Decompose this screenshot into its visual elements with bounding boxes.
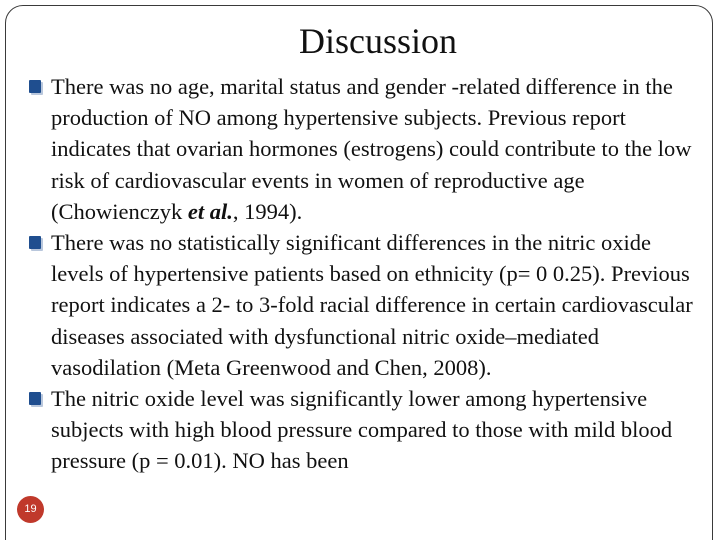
bullet-item: [29, 71, 697, 227]
bullet-text-part: There was no statistically significant differences in the nitric oxide levels of hypertensive patients based on ethnicity (p= 0 0.25). Previous report indicates a 2- to 3-fold racial difference in certain cardiovascular diseases associated with dysfunctional nitric oxide–mediated vasodilation (Meta Greenwood and Chen, 2008).: [51, 230, 693, 380]
bullet-text: [51, 71, 697, 227]
checkbox-bullet-icon: [29, 392, 41, 405]
bullet-item: [29, 227, 697, 383]
checkbox-bullet-icon: [29, 80, 41, 93]
page-number-badge: 19: [17, 496, 44, 523]
bullet-text-part: There was no age, marital status and gender -related difference in the production of NO among hypertensive subjects. Previous report indicates that ovarian hormones (estrogens) could contribute to the low risk of cardiovascular events in women of reproductive age (Chowienczyk: [51, 74, 692, 224]
checkbox-bullet-icon: [29, 236, 41, 249]
bullet-text: [51, 383, 697, 477]
bullet-text: [51, 227, 697, 383]
slide-body: [29, 71, 697, 477]
bullet-text-emphasis: et al.: [187, 198, 233, 224]
slide-title: Discussion: [298, 21, 457, 61]
bullet-item: [29, 383, 697, 477]
bullet-text-part: , 1994).: [232, 198, 303, 224]
bullet-text-part: The nitric oxide level was significantly lower among hypertensive subjects with high blood pressure compared to those with mild blood pressure (p = 0.01). NO has been: [51, 386, 673, 474]
